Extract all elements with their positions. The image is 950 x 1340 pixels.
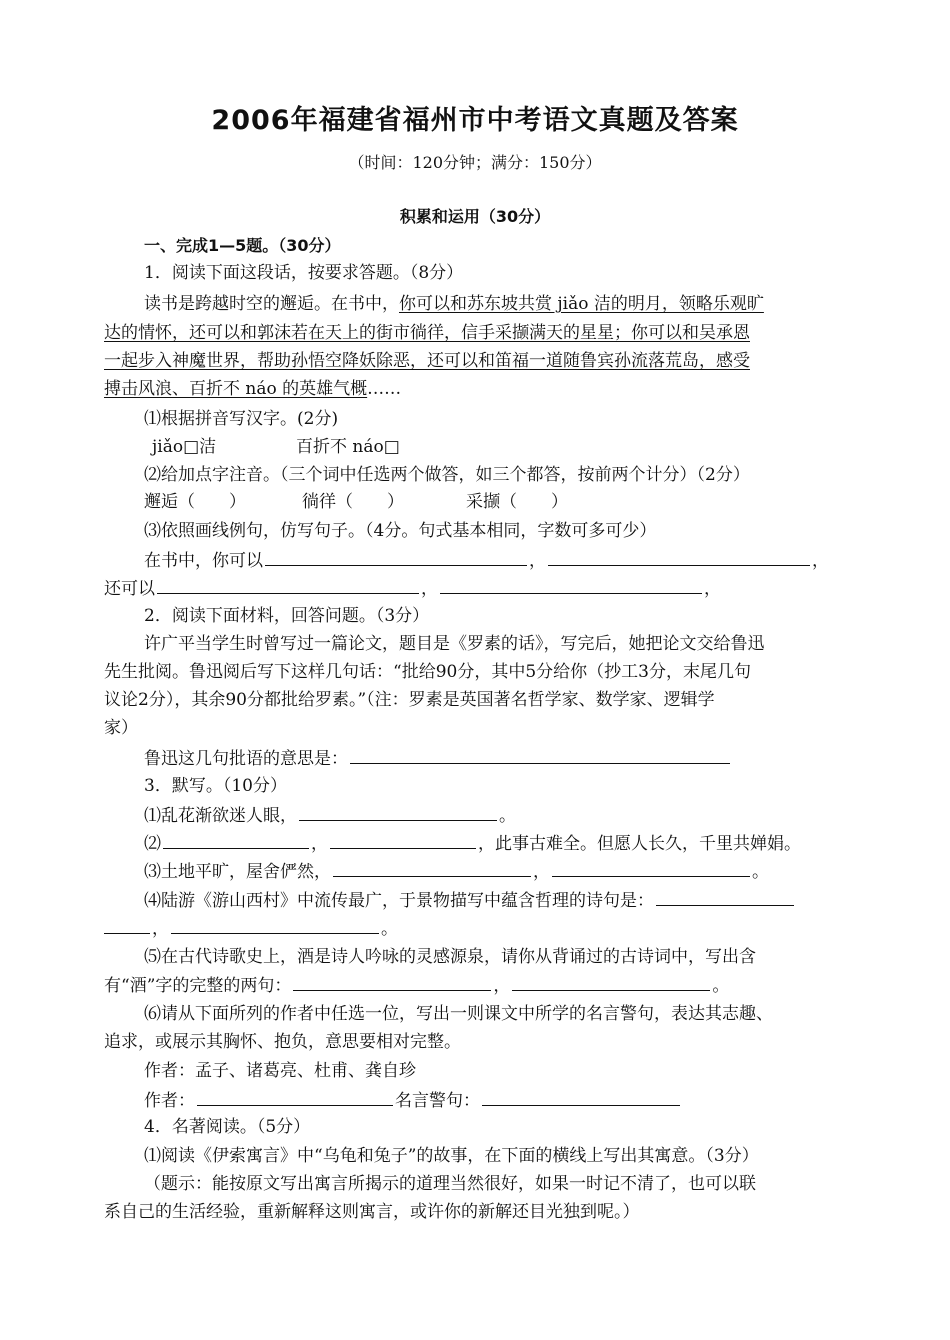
answer-blank[interactable] — [656, 889, 794, 906]
comma: ， — [493, 976, 511, 996]
q3-item-1-text: ⑴乱花渐欲迷人眼， — [144, 806, 297, 826]
q1-sub2-item-a: 邂逅（ ） — [144, 492, 246, 512]
q1-sub2-item-c: 采撷（ ） — [466, 492, 568, 512]
q2-intro: 2．阅读下面材料，回答问题。（3分） — [144, 606, 430, 626]
q4-hint-line-2: 系自己的生活经验，重新解释这则寓言，或许你的新解还目光独到呢。） — [104, 1202, 640, 1222]
q3-item-4-continued — [104, 917, 398, 940]
q2-material-line-4: 家） — [104, 718, 138, 738]
q2-answer-lead: 鲁迅这几句批语的意思是： — [144, 749, 348, 769]
answer-blank[interactable] — [163, 832, 309, 849]
q4-intro: 4．名著阅读。（5分） — [144, 1117, 311, 1137]
q1-underlined-sentence-3: 一起步入神魔世界，帮助孙悟空降妖除恶，还可以和笛福一道随鲁宾孙流落荒岛，感受 — [104, 351, 750, 371]
quote-answer-blank[interactable] — [482, 1089, 680, 1106]
q3-item-1 — [144, 804, 516, 827]
q2-answer-line — [144, 747, 732, 770]
comma: ， — [812, 551, 829, 571]
q3-item-2 — [144, 832, 801, 855]
q3-item-2-text: ，此事古难全。但愿人长久，千里共婵娟。 — [478, 834, 801, 854]
q4-sub1: ⑴阅读《伊索寓言》中“乌龟和兔子”的故事，在下面的横线上写出其寓意。（3分） — [144, 1146, 759, 1166]
q3-author-list: 作者：孟子、诸葛亮、杜甫、龚自珍 — [144, 1061, 416, 1081]
q1-underlined-sentence-1: 你可以和苏东坡共赏 jiǎo 洁的明月，领略乐观旷 — [399, 294, 764, 314]
q1-sub1-item-a: jiǎo□洁 — [152, 437, 217, 457]
comma: ， — [421, 579, 438, 599]
answer-blank[interactable] — [330, 832, 476, 849]
answer-blank[interactable] — [293, 974, 491, 991]
part-one-heading: 一、完成1—5题。（30分） — [144, 236, 341, 255]
answer-blank[interactable] — [350, 747, 730, 764]
period: 。 — [499, 806, 516, 826]
period: 。 — [752, 862, 769, 882]
page-title: 2006年福建省福州市中考语文真题及答案 — [211, 105, 739, 136]
answer-blank[interactable] — [265, 549, 527, 566]
q1-sub3-line2-lead: 还可以 — [104, 579, 155, 599]
comma: ， — [529, 551, 546, 571]
q3-item-3-text: ⑶土地平旷，屋舍俨然， — [144, 862, 331, 882]
q1-paragraph-start: 读书是跨越时空的邂逅。在书中， — [144, 294, 399, 314]
author-answer-blank[interactable] — [197, 1089, 393, 1106]
q1-sub3-line-2 — [104, 577, 721, 600]
q3-item-5-line-2 — [104, 974, 729, 997]
q4-hint-line-1: （题示：能按原文写出寓言所揭示的道理当然很好，如果一时记不清了，也可以联 — [144, 1174, 756, 1194]
comma: ， — [152, 919, 169, 939]
q3-author-quote-line — [144, 1089, 682, 1112]
q1-underlined-sentence-4: 搏击风浪、百折不 náo 的英雄气概 — [104, 379, 368, 399]
q3-item-2-number: ⑵ — [144, 834, 161, 854]
q3-item-5-line-1: ⑸在古代诗歌史上，酒是诗人吟咏的灵感源泉，请你从背诵过的古诗词中，写出含 — [144, 947, 756, 967]
author-label: 作者： — [144, 1091, 195, 1111]
q3-item-4-text: ⑷陆游《游山西村》中流传最广，于景物描写中蕴含哲理的诗句是： — [144, 891, 654, 911]
section-heading: 积累和运用（30分） — [399, 207, 551, 226]
q3-intro: 3．默写。（10分） — [144, 776, 287, 796]
q2-material-line-1: 许广平当学生时曾写过一篇论文，题目是《罗素的话》，写完后，她把论文交给鲁迅 — [144, 634, 765, 654]
q1-sub2-item-b: 徜徉（ ） — [302, 492, 404, 512]
answer-blank[interactable] — [440, 577, 702, 594]
comma: ， — [704, 579, 721, 599]
q2-material-line-3: 议论2分），其余90分都批给罗素。”（注：罗素是英国著名哲学家、数学家、逻辑学 — [104, 690, 715, 710]
q3-item-6-line-1: ⑹请从下面所列的作者中任选一位，写出一则课文中所学的名言警句，表达其志趣、 — [144, 1004, 773, 1024]
q3-item-6-line-2: 追求，或展示其胸怀、抱负，意思要相对完整。 — [104, 1032, 461, 1052]
q3-item-4 — [144, 889, 796, 912]
answer-blank[interactable] — [171, 917, 379, 934]
q1-sub1-item-b: 百折不 náo□ — [296, 437, 400, 457]
q1-sub1-label: ⑴根据拼音写汉字。(2分) — [144, 409, 339, 429]
comma: ， — [533, 862, 550, 882]
q1-sub3-label: ⑶依照画线例句，仿写句子。（4分。句式基本相同，字数可多可少） — [144, 521, 657, 541]
answer-blank[interactable] — [299, 804, 497, 821]
q3-item-5-text: 有“酒”字的完整的两句： — [104, 976, 292, 996]
answer-blank[interactable] — [548, 549, 810, 566]
q1-paragraph-end: …… — [367, 379, 402, 399]
answer-blank[interactable] — [104, 917, 150, 934]
answer-blank[interactable] — [512, 974, 710, 991]
q1-sub3-line-1 — [144, 549, 829, 572]
q1-sub3-line1-lead: 在书中，你可以 — [144, 551, 263, 571]
q1-paragraph-line-4 — [104, 378, 401, 400]
q1-underlined-sentence-2: 达的情怀，还可以和郭沫若在天上的街市徜徉，信手采撷满天的星星；你可以和吴承恩 — [104, 323, 750, 343]
answer-blank[interactable] — [333, 860, 531, 877]
q1-paragraph-line-1 — [144, 293, 764, 315]
answer-blank[interactable] — [552, 860, 750, 877]
q2-material-line-2: 先生批阅。鲁迅阅后写下这样几句话：“批给90分，其中5分给你（抄工3分，末尾几句 — [104, 662, 751, 682]
exam-time-and-score: （时间：120分钟；满分：150分） — [348, 153, 602, 172]
q3-item-3 — [144, 860, 769, 883]
q1-sub2-label: ⑵给加点字注音。（三个词中任选两个做答，如三个都答，按前两个计分）（2分） — [144, 465, 750, 485]
period: 。 — [712, 976, 730, 996]
comma: ， — [311, 834, 328, 854]
q1-intro: 1．阅读下面这段话，按要求答题。（8分） — [144, 263, 464, 283]
quote-label: 名言警句： — [395, 1091, 480, 1111]
period: 。 — [381, 919, 398, 939]
answer-blank[interactable] — [157, 577, 419, 594]
